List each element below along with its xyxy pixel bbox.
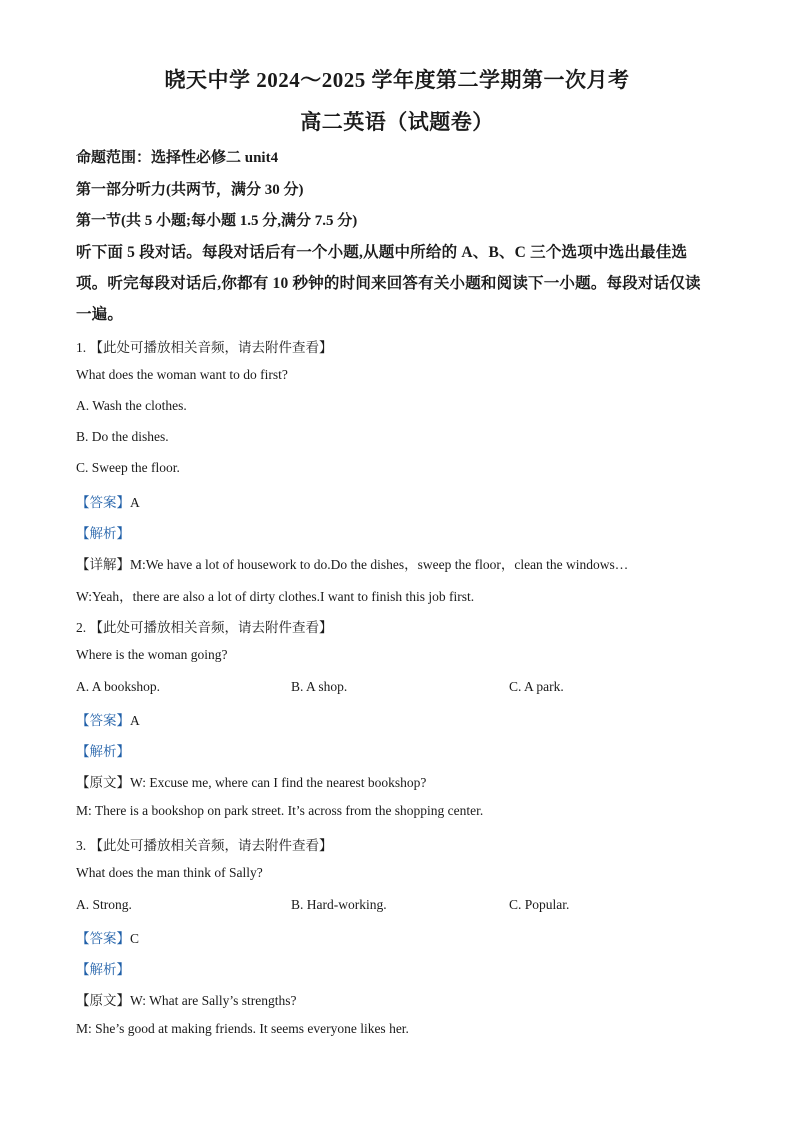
q2-option-a: A. A bookshop. <box>76 679 161 694</box>
q1-detail-line2: W:Yeah，there are also a lot of dirty clothes.I want to finish this job first. <box>76 589 475 604</box>
q1-audio-prompt[interactable]: 1. 【此处可播放相关音频，请去附件查看】 <box>76 340 333 355</box>
q2-option-b: B. A shop. <box>291 679 348 694</box>
instruction-line: 一遍。 <box>76 306 124 323</box>
q2-detail <box>76 771 426 791</box>
answer-value: C <box>130 931 140 946</box>
q2-audio-prompt[interactable]: 2. 【此处可播放相关音频，请去附件查看】 <box>76 620 333 635</box>
answer-tag: 【答案】 <box>76 713 130 728</box>
part1-heading: 第一部分听力(共两节，满分 30 分) <box>76 182 304 198</box>
q2-stem: Where is the woman going? <box>76 647 228 662</box>
q3-option-a: A. Strong. <box>76 897 132 912</box>
q3-audio-prompt[interactable]: 3. 【此处可播放相关音频，请去附件查看】 <box>76 838 333 853</box>
answer-value: A <box>130 495 140 510</box>
q1-option-b: B. Do the dishes. <box>76 429 169 444</box>
detail-text: W: Excuse me, where can I find the nearest bookshop? <box>130 775 427 790</box>
q1-analysis-tag: 【解析】 <box>76 526 130 541</box>
answer-value: A <box>130 713 140 728</box>
detail-text: M:We have a lot of housework to do.Do the dishes，sweep the floor，clean the windows… <box>130 557 629 572</box>
detail-tag: 【原文】 <box>76 775 130 790</box>
q3-answer <box>76 927 139 947</box>
q2-detail-line2: M: There is a bookshop on park street. It’s across from the shopping center. <box>76 803 484 818</box>
q2-option-c: C. A park. <box>509 679 564 694</box>
detail-tag: 【详解】 <box>76 557 130 572</box>
q3-detail-line2: M: She’s good at making friends. It seems everyone likes her. <box>76 1021 409 1036</box>
answer-tag: 【答案】 <box>76 495 130 510</box>
q3-stem: What does the man think of Sally? <box>76 865 263 880</box>
instruction-line: 听下面 5 段对话。每段对话后有一个小题,从题中所给的 A、B、C 三个选项中选出最佳选 <box>76 244 688 261</box>
exam-title: 晓天中学 2024～2025 学年度第二学期第一次月考 <box>164 68 630 92</box>
q1-option-a: A. Wash the clothes. <box>76 398 187 413</box>
q1-stem: What does the woman want to do first? <box>76 367 288 382</box>
answer-tag: 【答案】 <box>76 931 130 946</box>
instruction-line: 项。听完每段对话后,你都有 10 秒钟的时间来回答有关小题和阅读下一小题。每段对话仅读 <box>76 275 701 292</box>
q3-option-c: C. Popular. <box>509 897 570 912</box>
q3-option-b: B. Hard-working. <box>291 897 387 912</box>
q2-answer <box>76 709 140 729</box>
section1-heading: 第一节(共 5 小题;每小题 1.5 分,满分 7.5 分) <box>76 213 358 229</box>
q2-analysis-tag: 【解析】 <box>76 744 130 759</box>
q1-detail <box>76 553 628 573</box>
q1-option-c: C. Sweep the floor. <box>76 460 180 475</box>
q3-analysis-tag: 【解析】 <box>76 962 130 977</box>
exam-subtitle: 高二英语（试题卷） <box>300 110 494 134</box>
detail-tag: 【原文】 <box>76 993 130 1008</box>
scope-line: 命题范围：选择性必修二 unit4 <box>76 150 279 166</box>
q1-answer <box>76 491 140 511</box>
q3-detail <box>76 989 296 1009</box>
detail-text: W: What are Sally’s strengths? <box>130 993 297 1008</box>
